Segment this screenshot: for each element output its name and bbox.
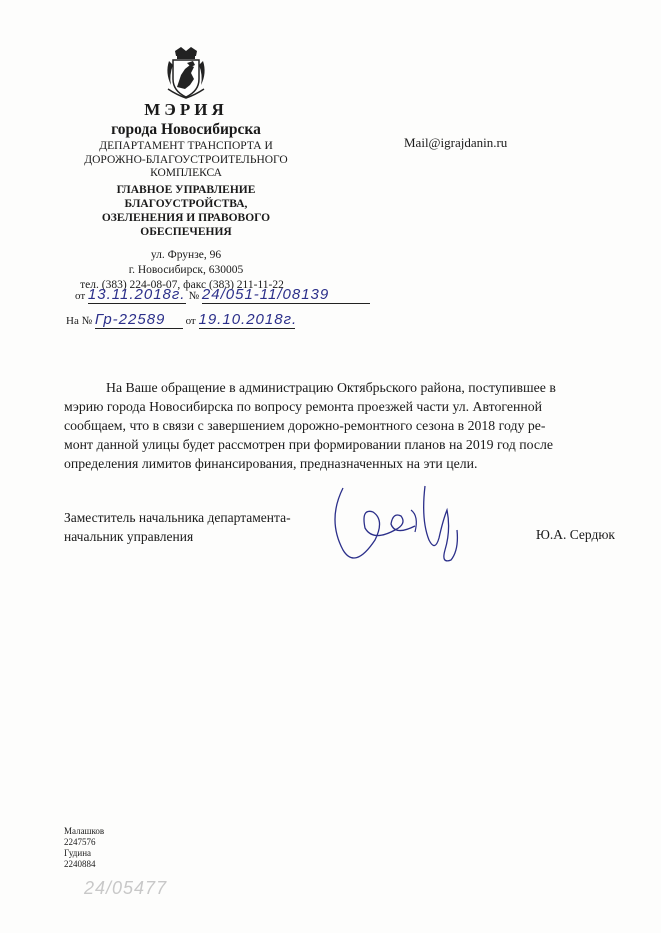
body-line: монт данной улицы будет рассмотрен при формировании планов на 2019 год после bbox=[64, 437, 554, 452]
body-line: мэрию города Новосибирска по вопросу ремонта проезжей части ул. Автогенной bbox=[64, 399, 543, 414]
coat-of-arms-emblem bbox=[163, 45, 209, 99]
handwritten-date: 13.11.2018г. bbox=[87, 286, 186, 303]
incoming-number-stamp: 24/05477 bbox=[84, 878, 168, 898]
handwritten-ref-date: 19.10.2018г. bbox=[198, 311, 298, 328]
recipient-email: Mail@igrajdanin.ru bbox=[404, 135, 508, 150]
executor-name: Гудина bbox=[64, 848, 91, 858]
administration-line: БЛАГОУСТРОЙСТВА, bbox=[124, 197, 248, 210]
executors-block bbox=[64, 826, 104, 870]
administration-line: ГЛАВНОЕ УПРАВЛЕНИЕ bbox=[116, 183, 256, 196]
department-name bbox=[62, 140, 310, 181]
ref-from-label: от bbox=[185, 315, 196, 327]
department-line: КОМПЛЕКСА bbox=[150, 167, 222, 179]
reference-registration bbox=[66, 311, 298, 329]
letterhead bbox=[62, 100, 310, 293]
executor-phone: 2240884 bbox=[64, 859, 96, 869]
signatory-title-line: Заместитель начальника департамента- bbox=[64, 510, 291, 525]
letter-body bbox=[64, 378, 629, 473]
administration-name bbox=[62, 183, 310, 239]
executor-phone: 2247576 bbox=[64, 837, 96, 847]
handwritten-number: 24/051-11/08139 bbox=[202, 286, 370, 304]
executor-name: Малашков bbox=[64, 826, 105, 836]
address-street: ул. Фрунзе, 96 bbox=[150, 248, 222, 261]
department-line: ДЕПАРТАМЕНТ ТРАНСПОРТА И bbox=[99, 140, 273, 152]
address-city: г. Новосибирск, 630005 bbox=[128, 263, 244, 276]
outgoing-registration bbox=[75, 286, 370, 304]
signatory-name: Ю.А. Сердюк bbox=[536, 527, 615, 542]
handwritten-signature bbox=[325, 480, 485, 580]
signatory-title-line: начальник управления bbox=[64, 529, 194, 544]
number-label: № bbox=[188, 290, 200, 302]
body-line: сообщаем, что в связи с завершением дорожно-ремонтного сезона в 2018 году ре- bbox=[64, 418, 546, 433]
organization-city: города Новосибирска bbox=[111, 121, 261, 138]
administration-line: ОЗЕЛЕНЕНИЯ И ПРАВОВОГО bbox=[101, 211, 271, 224]
from-label: от bbox=[75, 290, 86, 302]
phone-fax: тел. (383) 224-08-07, факс (383) 211-11-22 bbox=[80, 278, 284, 291]
body-line: На Ваше обращение в администрацию Октябрьского района, поступившее в bbox=[106, 380, 556, 395]
administration-line: ОБЕСПЕЧЕНИЯ bbox=[140, 225, 232, 238]
department-line: ДОРОЖНО-БЛАГОУСТРОИТЕЛЬНОГО bbox=[84, 153, 288, 166]
signatory-title bbox=[64, 508, 291, 546]
handwritten-ref-number: Гр-22589 bbox=[95, 311, 183, 329]
ref-label: На № bbox=[66, 315, 93, 327]
body-line: определения лимитов финансирования, предназначенных на эти цели. bbox=[64, 456, 478, 471]
organization-title: МЭРИЯ bbox=[144, 100, 228, 119]
